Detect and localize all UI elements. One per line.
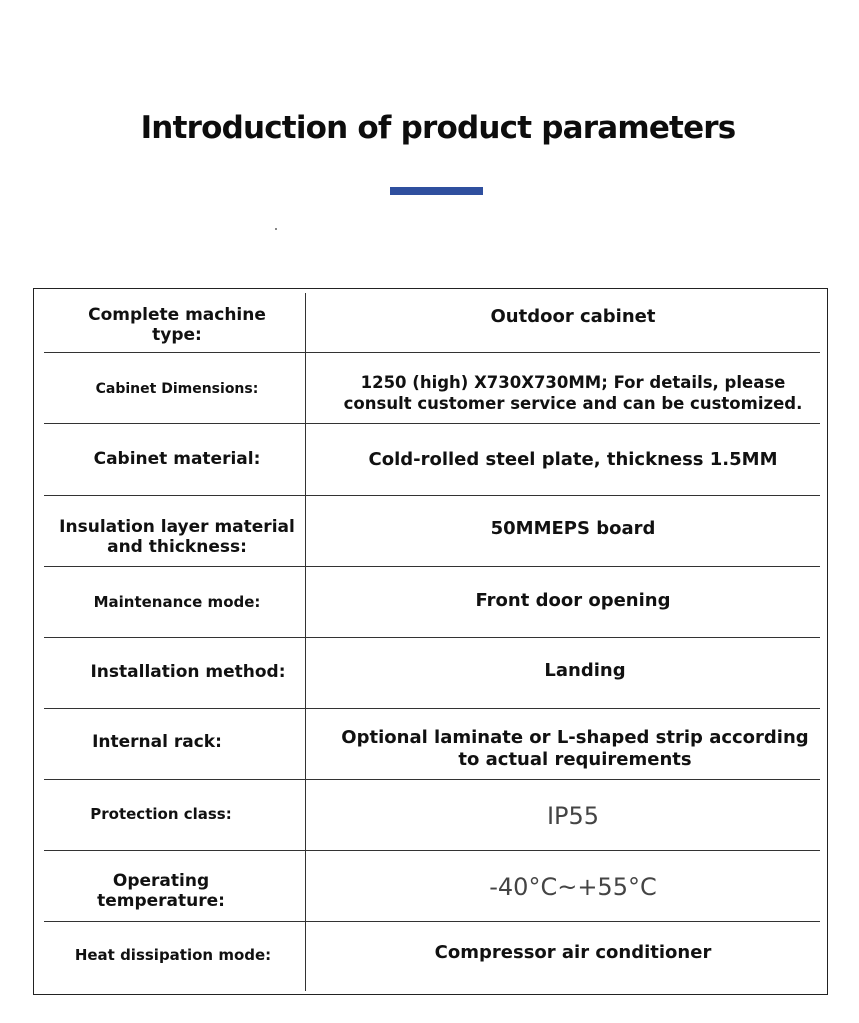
param-value-insulation: 50MMEPS board (490, 518, 656, 540)
page-title: Introduction of product parameters (140, 110, 736, 146)
param-label-heat-dissipation: Heat dissipation mode: (74, 946, 272, 964)
row-divider (44, 637, 820, 638)
param-value-machine-type: Outdoor cabinet (490, 306, 656, 328)
param-label-protection: Protection class: (90, 805, 232, 823)
param-label-maintenance: Maintenance mode: (93, 593, 261, 611)
row-divider (44, 779, 820, 780)
param-label-internal-rack: Internal rack: (92, 731, 222, 752)
param-label-operating-temperature: Operating temperature: (97, 870, 225, 911)
row-divider (44, 850, 820, 851)
row-divider (44, 352, 820, 353)
param-label-installation: Installation method: (90, 661, 286, 682)
row-divider (44, 921, 820, 922)
row-divider (44, 566, 820, 567)
param-label-machine-type: Complete machine type: (88, 304, 266, 345)
row-divider (44, 708, 820, 709)
stray-dot (275, 228, 277, 230)
row-divider (44, 423, 820, 424)
param-value-maintenance: Front door opening (475, 590, 671, 612)
param-value-installation: Landing (544, 660, 626, 682)
param-value-internal-rack: Optional laminate or L-shaped strip according to actual requirements (341, 727, 809, 770)
param-value-operating-temperature: -40°C~+55°C (489, 872, 657, 901)
title-underline (390, 187, 483, 195)
param-label-material: Cabinet material: (93, 448, 261, 469)
param-label-dimensions: Cabinet Dimensions: (95, 380, 259, 397)
param-value-heat-dissipation: Compressor air conditioner (434, 942, 712, 964)
row-divider (44, 495, 820, 496)
param-label-insulation: Insulation layer material and thickness: (59, 516, 295, 557)
param-value-protection: IP55 (546, 801, 600, 830)
param-value-dimensions: 1250 (high) X730X730MM; For details, please consult customer service and can be customized. (343, 372, 803, 413)
param-value-material: Cold-rolled steel plate, thickness 1.5MM (368, 449, 778, 471)
